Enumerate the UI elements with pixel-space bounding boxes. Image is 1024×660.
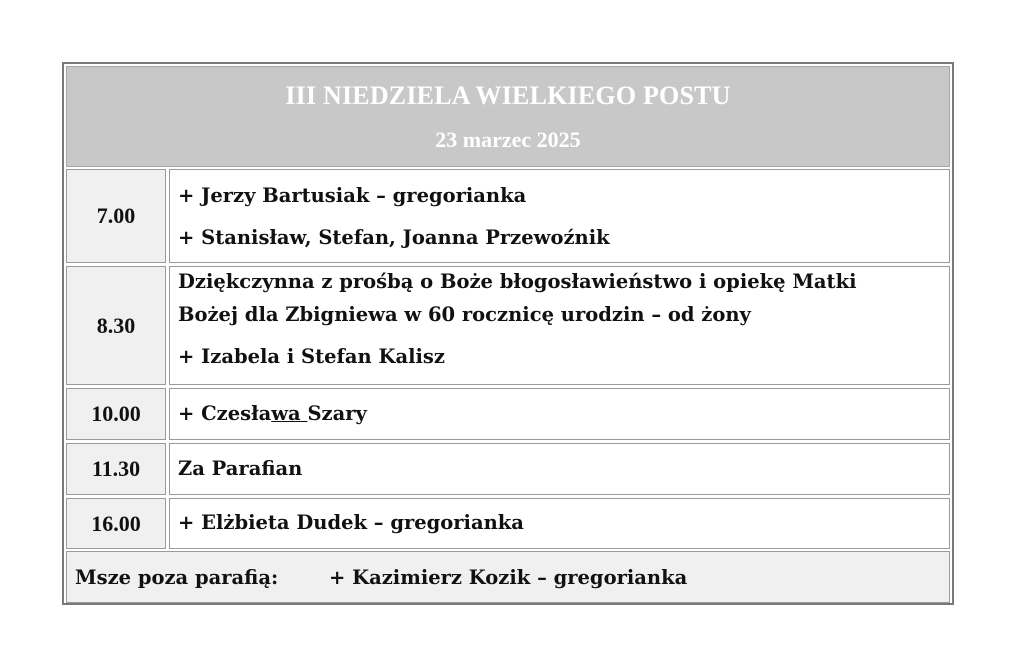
intention-text-part: + Czesła — [178, 402, 272, 425]
intention-line — [178, 402, 367, 425]
intention-line: + Stanisław, Stefan, Joanna Przewoźnik — [178, 226, 610, 249]
mass-time: 7.00 — [66, 169, 166, 263]
mass-time: 8.30 — [66, 266, 166, 385]
outside-parish-intention: + Kazimierz Kozik – gregorianka — [329, 566, 688, 589]
mass-schedule-table — [62, 62, 954, 605]
intention-line: Bożej dla Zbigniewa w 60 rocznicę urodzin – od żony — [178, 303, 751, 326]
intention-line: Za Parafian — [178, 457, 303, 480]
intention-line: Dziękczynna z prośbą o Boże błogosławieństwo i opiekę Matki — [178, 270, 857, 293]
intention-line: + Elżbieta Dudek – gregorianka — [178, 511, 524, 534]
mass-row-7-00 — [66, 169, 950, 263]
mass-intentions — [169, 388, 950, 440]
schedule-title: III NIEDZIELA WIELKIEGO POSTU — [285, 81, 731, 110]
outside-parish-label: Msze poza parafią: — [75, 566, 279, 589]
schedule-date: 23 marzec 2025 — [435, 127, 581, 152]
mass-intentions — [169, 169, 950, 263]
mass-row-8-30 — [66, 266, 950, 385]
mass-row-10-00 — [66, 388, 950, 440]
mass-time: 10.00 — [66, 388, 166, 440]
mass-intentions — [169, 266, 950, 385]
mass-time: 16.00 — [66, 498, 166, 549]
mass-time: 11.30 — [66, 443, 166, 495]
mass-row-11-30 — [66, 443, 950, 495]
mass-intentions — [169, 443, 950, 495]
intention-line: + Izabela i Stefan Kalisz — [178, 345, 445, 368]
schedule-header — [66, 66, 950, 167]
underlined-text-part: wa — [271, 402, 308, 425]
intention-line: + Jerzy Bartusiak – gregorianka — [178, 184, 527, 207]
mass-intentions — [169, 498, 950, 549]
mass-row-16-00 — [66, 498, 950, 549]
intention-text-part: Szary — [307, 402, 367, 425]
masses-outside-parish — [66, 551, 950, 603]
